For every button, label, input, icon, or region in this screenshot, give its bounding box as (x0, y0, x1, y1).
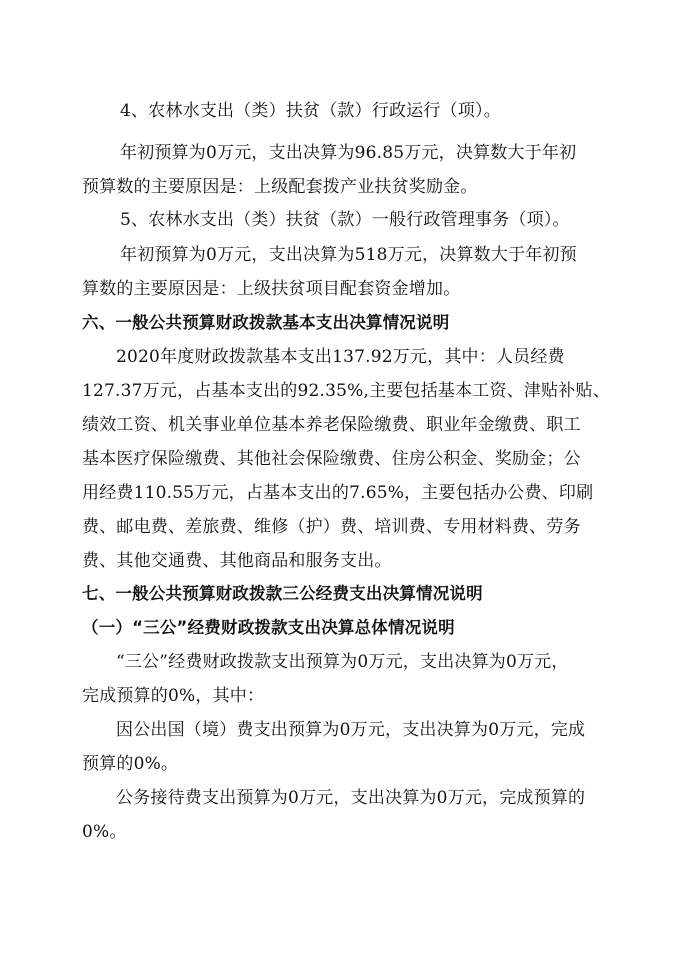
section-six-paragraph-line: 费、其他交通费、其他商品和服务支出。 (82, 551, 392, 571)
section-six-paragraph-line: 绩效工资、机关事业单位基本养老保险缴费、职业年金缴费、职工 (82, 415, 581, 435)
section-six-paragraph-line: 费、邮电费、差旅费、维修（护）费、培训费、专用材料费、劳务 (82, 517, 581, 537)
reception-paragraph-line: 0%。 (82, 822, 127, 842)
abroad-paragraph-line: 因公出国（境）费支出预算为0万元，支出决算为0万元，完成 (116, 720, 586, 740)
item4-body-line: 预算数的主要原因是：上级配套拨产业扶贫奖励金。 (82, 177, 478, 197)
section-six-paragraph-line: 基本医疗保险缴费、其他社会保险缴费、住房公积金、奖励金；公 (82, 449, 581, 469)
item5-body-line: 算数的主要原因是：上级扶贫项目配套资金增加。 (82, 279, 461, 299)
section-six-paragraph-line: 2020年度财政拨款基本支出137.92万元，其中：人员经费 (116, 347, 565, 367)
item4-body-line: 年初预算为0万元，支出决算为96.85万元，决算数大于年初 (120, 143, 577, 163)
section-six-paragraph-line: 127.37万元，占基本支出的92.35%,主要包括基本工资、津贴补贴、 (82, 381, 610, 401)
sanggong-paragraph-line: “三公”经费财政拨款支出预算为0万元，支出决算为0万元， (116, 652, 569, 672)
section-six-heading: 六、一般公共预算财政拨款基本支出决算情况说明 (82, 313, 450, 332)
section-seven-subheading: （一）“三公”经费财政拨款支出决算总体情况说明 (82, 618, 455, 637)
item4-title: 4、农林水支出（类）扶贫（款）行政运行（项）。 (120, 101, 501, 121)
reception-paragraph-line: 公务接待费支出预算为0万元，支出决算为0万元，完成预算的 (116, 788, 586, 808)
section-seven-heading: 七、一般公共预算财政拨款三公经费支出决算情况说明 (82, 584, 483, 603)
section-six-paragraph-line: 用经费110.55万元，占基本支出的7.65%，主要包括办公费、印刷 (82, 483, 594, 503)
abroad-paragraph-line: 预算的0%。 (82, 754, 179, 774)
item5-title: 5、农林水支出（类）扶贫（款）一般行政管理事务（项）。 (120, 210, 570, 230)
item5-body-line: 年初预算为0万元，支出决算为518万元，决算数大于年初预 (120, 245, 577, 265)
sanggong-paragraph-line: 完成预算的0%，其中： (82, 686, 265, 706)
